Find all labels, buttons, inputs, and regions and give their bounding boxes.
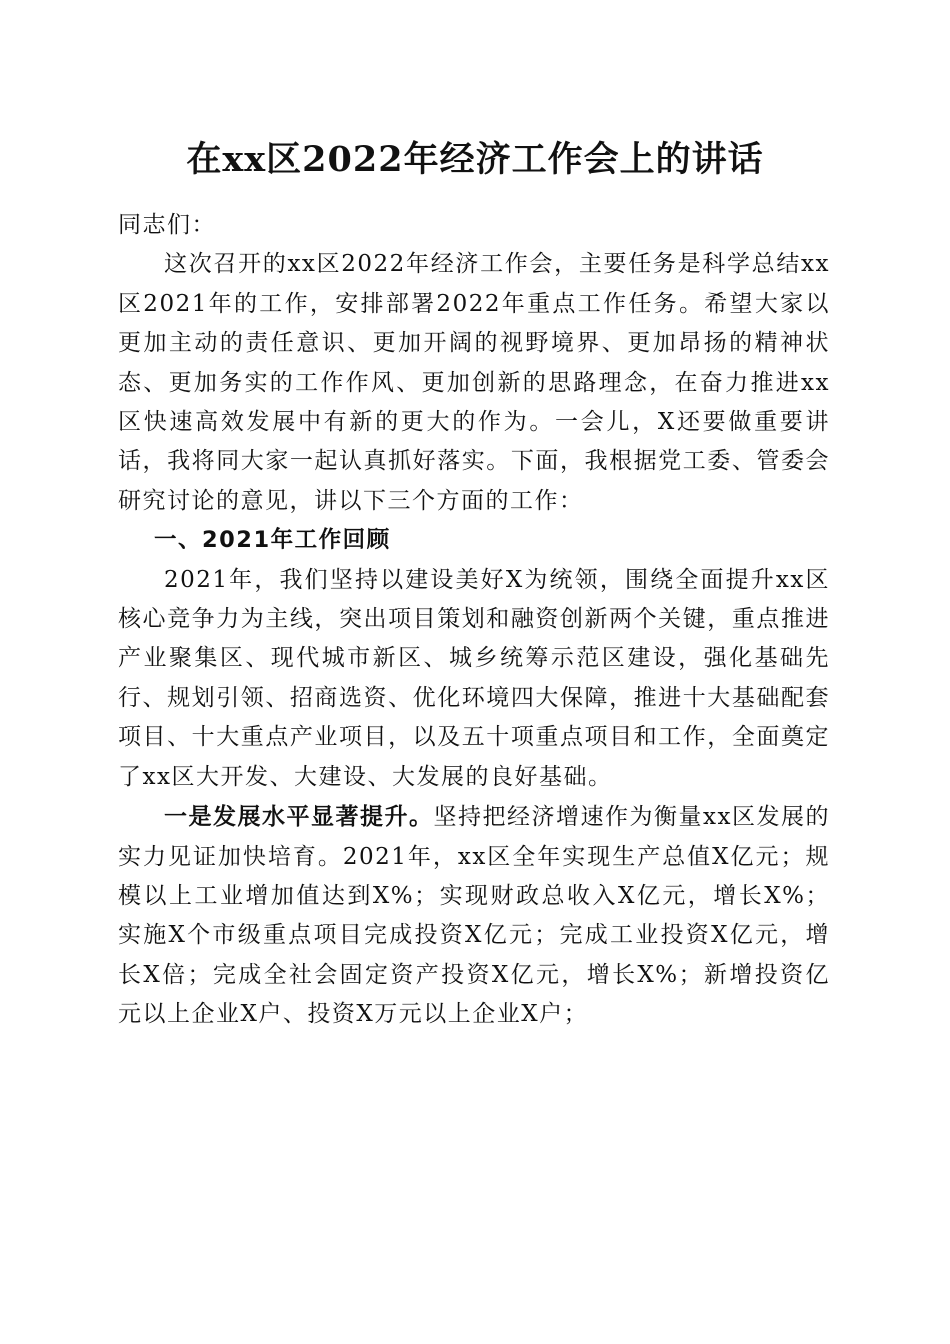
salutation: 同志们： — [118, 212, 216, 238]
point-one-lead: 一是发展水平显著提升。 — [164, 803, 434, 831]
document-title: 在xx区2022年经济工作会上的讲话 — [186, 139, 764, 180]
review-paragraph: 2021年，我们坚持以建设美好X为统领，围绕全面提升xx区核心竞争力为主线，突出项目策划和融资创新两个关键，重点推进产业聚集区、现代城市新区、城乡统筹示范区建设，强化基础先行、规划引领、招商选资、优化环境四大保障，推进十大基础配套项目、十大重点产业项目，以及五十项重点项目和工作，全面奠定了xx区大开发、大建设、大发展的良好基础。 — [118, 566, 830, 790]
point-one-paragraph — [118, 797, 830, 1034]
section-heading: 一、2021年工作回顾 — [154, 527, 391, 554]
point-one-text: 坚持把经济增速作为衡量xx区发展的实力见证加快培育。2021年，xx区全年实现生产总值X亿元；规模以上工业增加值达到X%；实现财政总收入X亿元，增长X%；实施X个市级重点项目完成投资X亿元；完成工业投资X亿元，增长X倍；完成全社会固定资产投资X亿元，增长X%；新增投资亿元以上企业X户、投资X万元以上企业X户； — [118, 804, 831, 1028]
document-body — [118, 206, 830, 1035]
intro-paragraph: 这次召开的xx区2022年经济工作会，主要任务是科学总结xx区2021年的工作，安排部署2022年重点工作任务。希望大家以更加主动的责任意识、更加开阔的视野境界、更加昂扬的精神状态、更加务实的工作作风、更加创新的思路理念，在奋力推进xx区快速高效发展中有新的更大的作为。一会儿，X还要做重要讲话，我将同大家一起认真抓好落实。下面，我根据党工委、管委会研究讨论的意见，讲以下三个方面的工作： — [118, 251, 830, 514]
